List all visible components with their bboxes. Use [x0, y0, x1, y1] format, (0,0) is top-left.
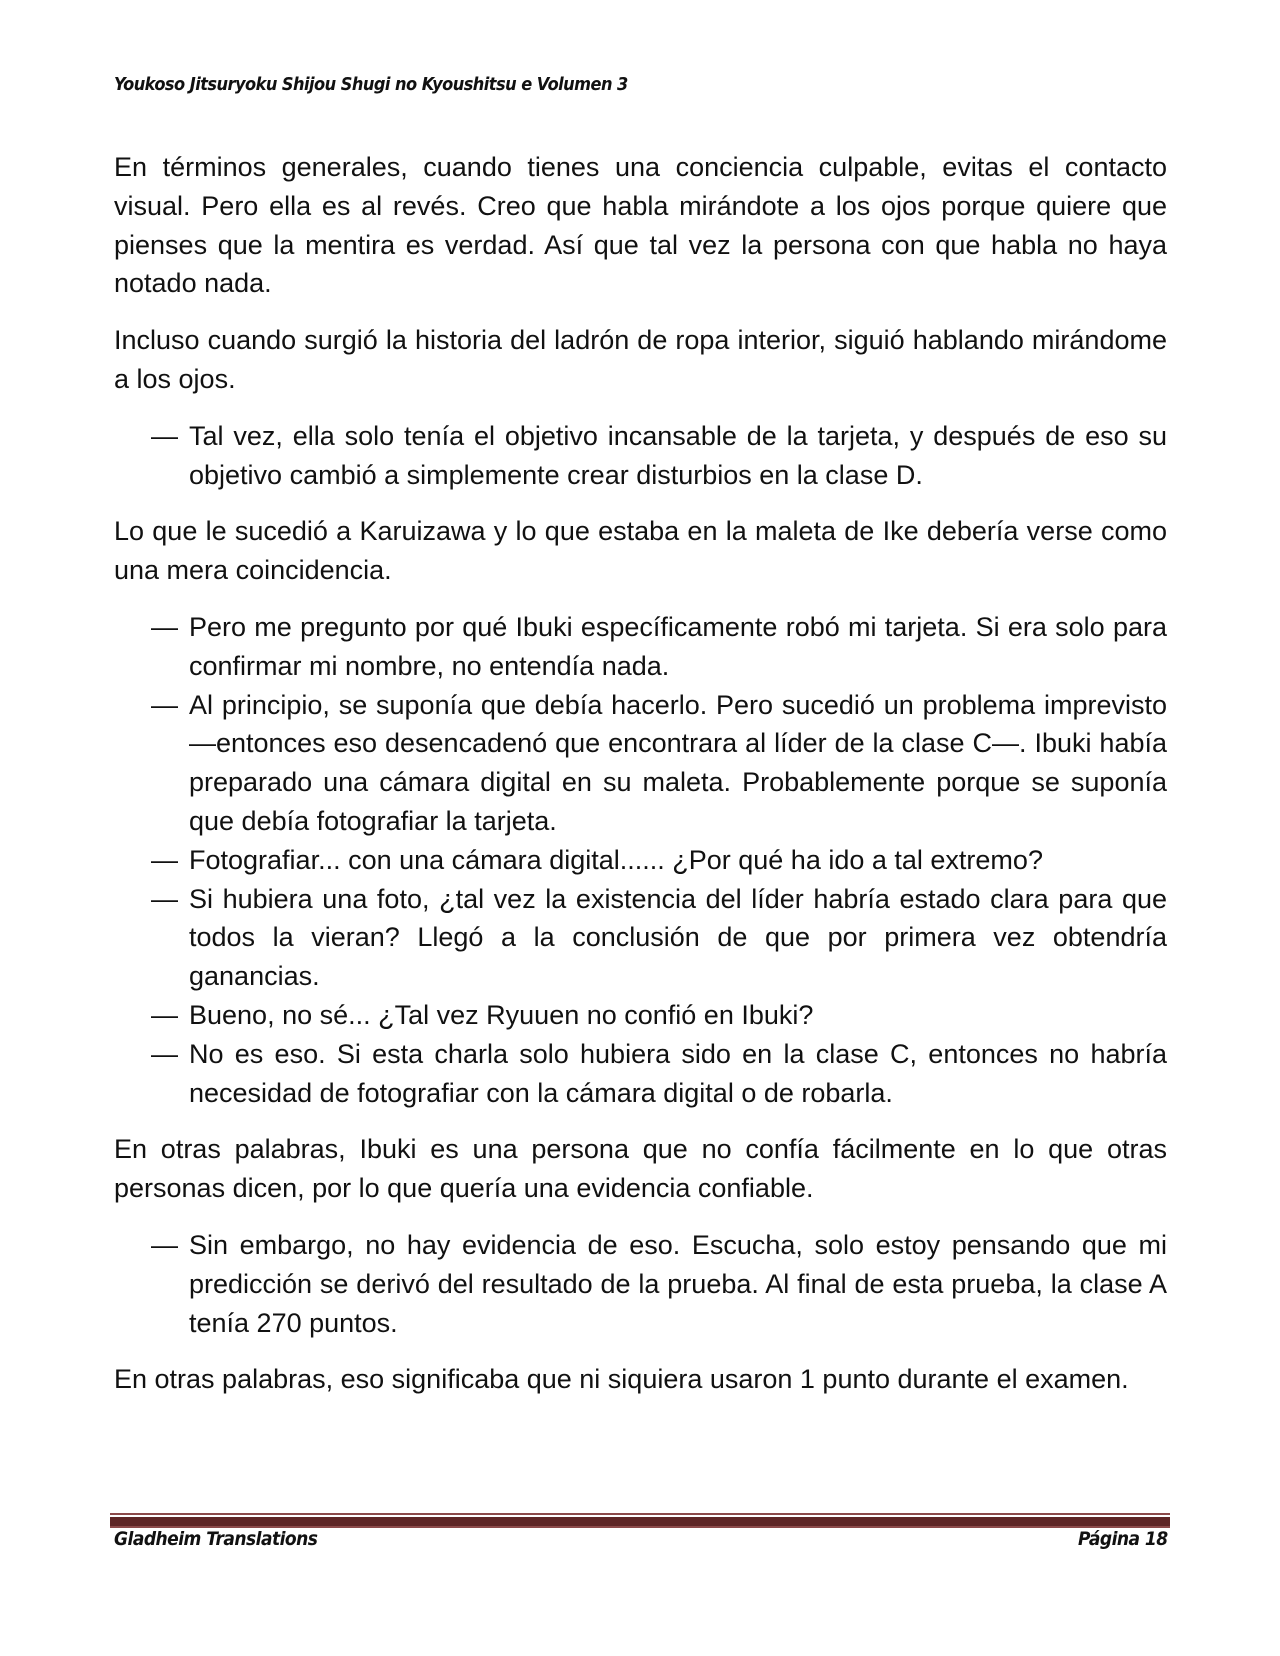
footer-rule [110, 1515, 1170, 1526]
dash: — [151, 883, 178, 914]
paragraph: Incluso cuando surgió la historia del ladrón de ropa interior, siguió hablando mirándome a los ojos. [114, 325, 1167, 394]
dash: — [151, 999, 178, 1030]
dialogue-line [114, 880, 1167, 996]
dialogue-line [114, 1226, 1167, 1342]
dialogue-line [114, 1035, 1167, 1113]
paragraph: En términos generales, cuando tienes una conciencia culpable, evitas el contacto visual. Pero ella es al revés. Creo que habla mirándote a los ojos porque quiere que pienses que la mentira es verdad. Así que tal vez la persona con que habla no haya notado nada. [114, 152, 1167, 299]
dash: — [151, 1229, 178, 1260]
dialogue-block [114, 608, 1167, 1112]
dialogue-text: Si hubiera una foto, ¿tal vez la existencia del líder habría estado clara para que todos la vieran? Llegó a la conclusión de que por primera vez obtendría ganancias. [189, 883, 1167, 992]
dialogue-text: Sin embargo, no hay evidencia de eso. Escucha, solo estoy pensando que mi predicción se derivó del resultado de la prueba. Al final de esta prueba, la clase A tenía 270 puntos. [189, 1229, 1167, 1338]
dialogue-line [114, 996, 1167, 1035]
running-header: Youkoso Jitsuryoku Shijou Shugi no Kyoushitsu e Volumen 3 [114, 74, 628, 95]
dialogue-text: Al principio, se suponía que debía hacerlo. Pero sucedió un problema imprevisto —entonces eso desencadenó que encontrara al líder de la clase C—. Ibuki había preparado una cámara digital en su maleta. Probablemente porque se suponía que debía fotografiar la tarjeta. [189, 689, 1167, 836]
page-body [114, 148, 1167, 1417]
dialogue-line [114, 608, 1167, 686]
dialogue-line [114, 417, 1167, 495]
dialogue-block [114, 417, 1167, 495]
dash: — [151, 611, 178, 642]
dash: — [151, 420, 178, 451]
dialogue-text: Pero me pregunto por qué Ibuki específicamente robó mi tarjeta. Si era solo para confirmar mi nombre, no entendía nada. [189, 611, 1167, 681]
dialogue-block [114, 1226, 1167, 1342]
dialogue-text: Tal vez, ella solo tenía el objetivo incansable de la tarjeta, y después de eso su objetivo cambió a simplemente crear disturbios en la clase D. [189, 420, 1167, 490]
dash: — [151, 844, 178, 875]
dialogue-text: Bueno, no sé... ¿Tal vez Ryuuen no confió en Ibuki? [189, 999, 814, 1030]
paragraph: Lo que le sucedió a Karuizawa y lo que estaba en la maleta de Ike debería verse como una mera coincidencia. [114, 516, 1167, 586]
dialogue-text: No es eso. Si esta charla solo hubiera sido en la clase C, entonces no habría necesidad de fotografiar con la cámara digital o de robarla. [189, 1038, 1167, 1108]
dialogue-text: Fotografiar... con una cámara digital...... ¿Por qué ha ido a tal extremo? [189, 844, 1043, 875]
dash: — [151, 1038, 178, 1069]
dialogue-line [114, 841, 1167, 880]
dash: — [151, 689, 178, 720]
paragraph: En otras palabras, Ibuki es una persona que no confía fácilmente en lo que otras personas dicen, por lo que quería una evidencia confiable. [114, 1134, 1167, 1204]
page-number: Página 18 [1078, 1528, 1168, 1550]
paragraph: En otras palabras, eso significaba que ni siquiera usaron 1 punto durante el examen. [114, 1364, 1129, 1395]
footer-credit: Gladheim Translations [114, 1528, 318, 1550]
dialogue-line [114, 686, 1167, 841]
